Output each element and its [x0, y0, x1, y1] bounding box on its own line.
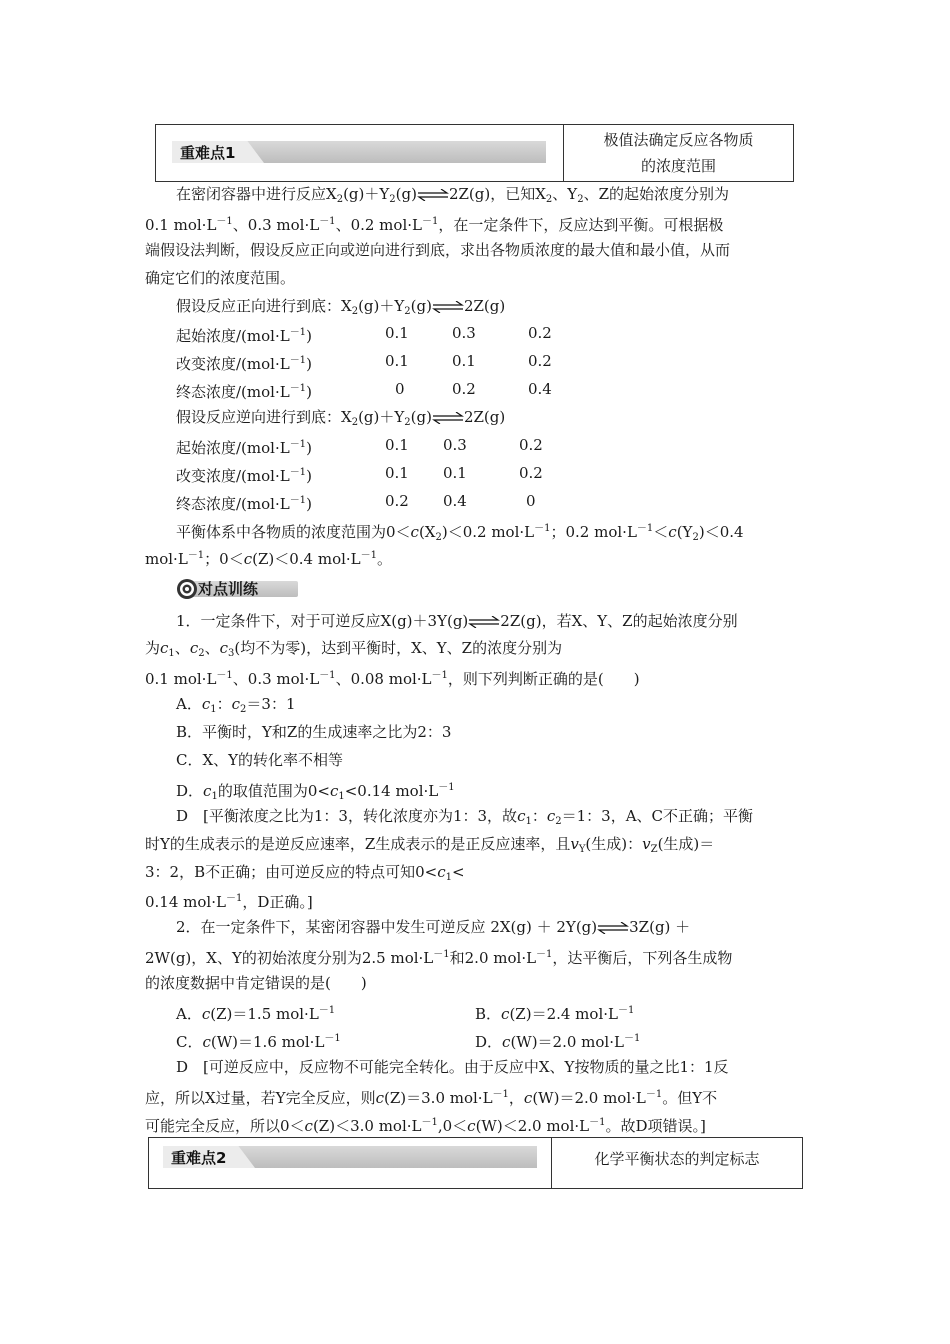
q2-line-3: 的浓度数据中肯定错误的是( ) — [145, 974, 367, 992]
q2-answer-line-3: 可能完全反应，所以0＜c(Z)＜3.0 $mol\cdot L^{-1},0<c(W)<2.0$ $mol\cdot L^{-1}$。故D项错误。] — [145, 1117, 706, 1135]
q1-option-a: A．$c_1$：$c_2=3$：1 — [176, 695, 296, 715]
q1-line-2: 为$c_1$、$c_2$、$c_3$(均不为零)，达到平衡时，X、Y、Z的浓度分别为 — [145, 639, 563, 659]
q1-option-d: D．$c_1$的取值范围为$0<c_1<0.14$ $mol\cdot L^{-1}$ — [176, 782, 455, 802]
q2-option-a: A．c(Z)＝1.5 $mol\cdot L^{-1}$ — [176, 1005, 336, 1023]
q1-answer-line-3: 3：2，B不正确；由可逆反应的特点可知$0<c_1<$ — [145, 863, 465, 883]
section-header-2 — [148, 1137, 803, 1189]
target-icon — [176, 578, 198, 600]
q2-line-1: 2．在一定条件下，某密闭容器中发生可逆反应 2X(g) ＋ 2Y(g) 3Z(g) ＋ — [176, 918, 691, 936]
section-title-line1: 极值法确定反应各物质 — [603, 131, 754, 149]
section-badge: 重难点2 — [171, 1149, 227, 1167]
section-badge: 重难点1 — [180, 144, 236, 162]
equilibrium-arrow-icon — [432, 301, 464, 313]
q1-answer-line-2: 时Y的生成表示的是逆反应速率，Z生成表示的是正反应速率，且$v_Y$(生成)：$v_Z$(生成)＝ — [145, 835, 715, 855]
equilibrium-arrow-icon — [417, 189, 449, 201]
q2-answer-line-1: D [可逆反应中，反应物不可能完全转化。由于反应中X、Y按物质的量之比1：1反 — [176, 1058, 729, 1076]
q1-line-1: 1．一定条件下，对于可逆反应X(g)＋3Y(g) 2Z(g)，若X、Y、Z的起始浓度分别 — [176, 612, 738, 630]
q1-option-b: B．平衡时，Y和Z的生成速率之比为2：3 — [176, 723, 452, 741]
range-line-2: $mol\cdot L^{-1}$；0＜c(Z)＜0.4 $mol\cdot L^{-1}$。 — [145, 550, 393, 568]
q2-answer-line-2: 应，所以X过量，若Y完全反应，则c(Z)＝3.0 $mol\cdot L^{-1}$，c(W)＝2.0 $mol\cdot L^{-1}$。但Y不 — [145, 1089, 718, 1107]
intro-line-2: 0.1 $mol\cdot L^{-1}$、0.3 $mol\cdot L^{-1}$、0.2 $mol\cdot L^{-1}$，在一定条件下，反应达到平衡。可根据极 — [145, 216, 724, 234]
intro-line-1: 在密闭容器中进行反应$X_2(g)+Y_2(g)$ 2Z(g)，已知$X_2$、$Y_2$、Z的起始浓度分别为 — [176, 185, 730, 205]
q2-option-b: B．c(Z)＝2.4 $mol\cdot L^{-1}$ — [475, 1005, 635, 1023]
equilibrium-arrow-icon — [432, 412, 464, 424]
q1-answer-line-1: D [平衡浓度之比为1：3，转化浓度亦为1：3，故$c_1$：$c_2=1$：3，A、C不正确；平衡 — [176, 807, 754, 827]
training-banner — [176, 577, 296, 599]
section-title: 化学平衡状态的判定标志 — [594, 1150, 760, 1168]
training-label: 对点训练 — [198, 580, 259, 598]
section-title-line2: 的浓度范围 — [640, 157, 716, 175]
q1-line-3: 0.1 $mol\cdot L^{-1}$、0.3 $mol\cdot L^{-1}$、0.08 $mol\cdot L^{-1}$，则下列判断正确的是( ) — [145, 670, 640, 688]
q2-option-c: C．c(W)＝1.6 $mol\cdot L^{-1}$ — [176, 1033, 341, 1051]
reverse-heading: 假设反应逆向进行到底：$X_2(g)+Y_2(g)$ 2Z(g) — [176, 408, 506, 428]
equilibrium-arrow-icon — [468, 616, 500, 628]
q2-option-d: D．c(W)＝2.0 $mol\cdot L^{-1}$ — [475, 1033, 641, 1051]
section-badge-banner — [172, 141, 546, 163]
q2-line-2: 2W(g)，X、Y的初始浓度分别为2.5 $mol\cdot L^{-1}$和2.0 $mol\cdot L^{-1}$，达平衡后，下列各生成物 — [145, 949, 733, 967]
intro-line-3: 端假设法判断，假设反应正向或逆向进行到底，求出各物质浓度的最大值和最小值，从而 — [145, 241, 731, 259]
range-line-1: 平衡体系中各物质的浓度范围为$0<c(X_2)<0.2$ $mol\cdot L^{-1}$；0.2 $mol\cdot L^{-1}<c(Y_2)<0.4$ — [176, 523, 744, 543]
forward-heading: 假设反应正向进行到底：$X_2(g)+Y_2(g)$ 2Z(g) — [176, 297, 506, 317]
equilibrium-arrow-icon — [597, 922, 629, 934]
q1-option-c: C．X、Y的转化率不相等 — [176, 751, 344, 769]
section-badge-banner — [163, 1146, 537, 1168]
intro-line-4: 确定它们的浓度范围。 — [145, 269, 296, 287]
q1-answer-line-4: 0.14 $mol\cdot L^{-1}$，D正确。] — [145, 893, 313, 911]
section-header-1 — [155, 124, 794, 182]
